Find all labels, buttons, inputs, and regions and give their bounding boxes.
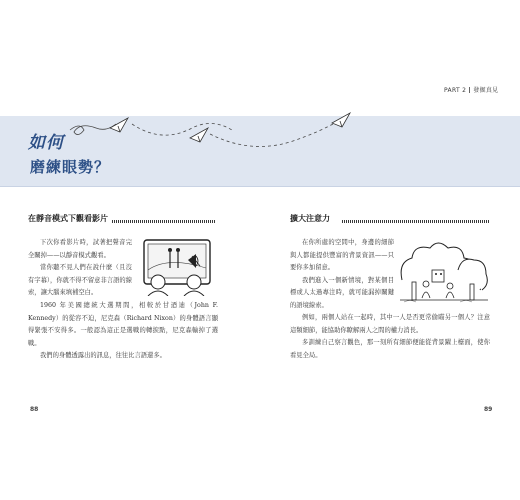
right-para-2: 我們進入一個新情境，對某個目標或人太過專注時，就可能漏掉關鍵的語境線索。 [290,276,394,309]
left-para-4: 我們的身體透露出的訊息，往往比言語還多。 [40,352,166,359]
right-para-1: 在你所處的空間中，身邊的細節與人都能提供豐富的背景資訊——只要你多加留意。 [290,239,394,271]
left-para-2: 當你聽不見人們在說什麼（且沒有字幕），你就不得不留意非言語的線索，讓大腦來填補空白。 [28,264,132,296]
left-para-3: 1960 年美國總統大選期間，相較於甘迺迪（John F. Kennedy）的從容不迫，尼克森（Richard Nixon）的身體語言顯得緊張不安得多。一般認為這正是選戰的轉捩點，尼克森輸掉了選戰。 [28,302,218,347]
paper-plane-icon [190,128,208,142]
tv-debate-illustration [138,238,218,296]
left-page-number: 88 [30,406,39,413]
left-para-1: 下次你看影片時，試著把聲音完全關掉——以靜音模式觀看。 [28,239,132,259]
right-heading: 擴大注意力 [290,214,330,223]
park-scene-illustration [398,240,490,306]
right-page-number: 89 [484,406,493,413]
left-heading-rule [112,220,216,223]
left-body [28,300,218,363]
part-separator [469,87,470,93]
right-para-4: 多訓練自己察言觀色，那一刻所有細節便能從背景躍上檯面，使你看見全局。 [290,339,490,359]
part-label: PART 2 [444,87,467,94]
right-body [290,312,490,362]
banner-divider [0,186,520,187]
right-heading-rule [342,220,490,223]
right-intro [290,237,394,312]
paper-plane-icon [332,113,350,127]
part-tag [444,85,498,94]
right-para-3: 例如，兩個人站在一起時，其中一人是否更常偷瞄另一個人？注意這類細節，能協助你瞭解兩人之間的權力消長。 [290,314,490,334]
title-line-1: 如何 [28,133,64,153]
page-title: 磨練眼勢？ [30,158,111,176]
paper-plane-icon [110,118,128,132]
left-heading: 在靜音模式下觀看影片 [28,214,108,223]
left-intro [28,237,132,300]
section-label: 發掘真見 [473,87,499,94]
